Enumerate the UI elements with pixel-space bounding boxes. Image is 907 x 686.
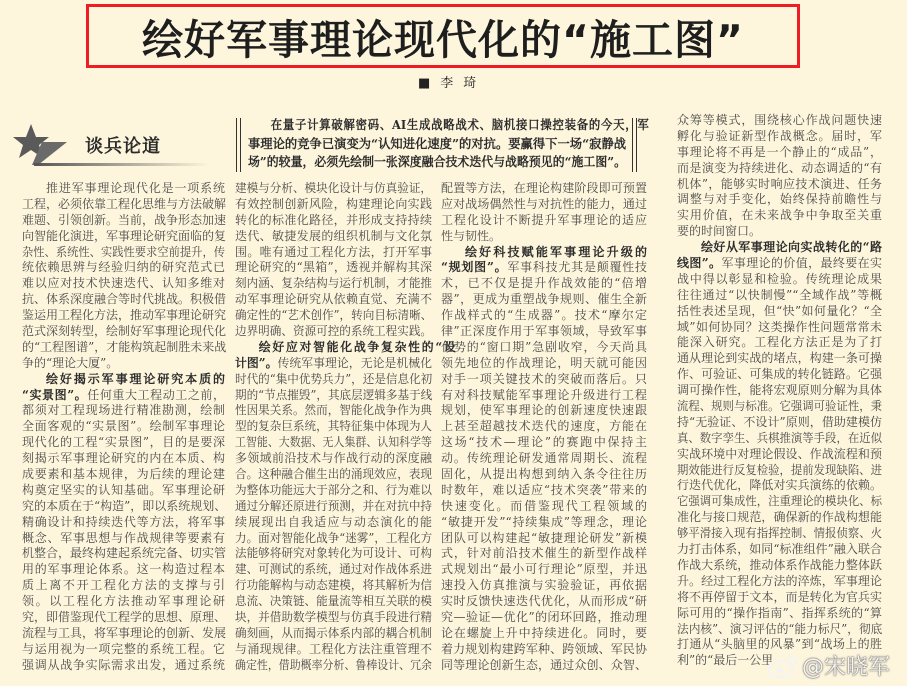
body-line <box>235 419 432 435</box>
body-text: 争的“理论大厦”。 <box>22 355 119 370</box>
body-text: 规划，使军事理论的创新速度快速跟 <box>441 403 647 418</box>
body-text: 多领域前沿技术与作战行动的深度融 <box>235 451 432 466</box>
body-line <box>441 292 647 308</box>
body-text: 式，针对前沿技术催生的新型作战样 <box>441 546 647 561</box>
body-text: 作战样式的“生成器”。技术“摩尔定 <box>441 308 647 323</box>
body-text: 都须对工程现场进行精准勘测，绘制 <box>22 403 225 418</box>
body-text: 战中得以彰显和检验。传统理论成果 <box>677 271 882 286</box>
body-line <box>677 335 882 351</box>
body-text: 固化，从提出构想到纳入条令往往历 <box>441 467 647 482</box>
body-text: 工程化设计不断提升军事理论的适应 <box>441 212 647 227</box>
body-line <box>235 388 432 404</box>
body-line <box>677 320 882 336</box>
body-line <box>441 658 647 674</box>
body-line <box>22 197 225 213</box>
body-line <box>22 308 225 324</box>
body-line <box>677 526 882 542</box>
body-line <box>235 308 432 324</box>
body-text: 杂性、系统性、实践性要求空前提升，传 <box>22 244 226 259</box>
body-text: 究—验证—优化”的闭环回路，推动理 <box>441 610 647 625</box>
body-text: 域”如何协同？这类操作性问题常常未 <box>677 319 882 334</box>
body-line <box>677 288 882 304</box>
body-line <box>677 161 882 177</box>
body-text: 时数年，难以适应“技术突袭”带来的 <box>441 482 647 497</box>
body-line <box>235 213 432 229</box>
body-text: 领。以工程化方法推动军事理论研 <box>22 594 225 609</box>
body-line <box>22 451 225 467</box>
subheading-line <box>235 340 456 356</box>
body-text: 持“无验证、不设计”原则，借助建模仿 <box>677 414 882 429</box>
body-text: 够平滑接入现有指挥控制、情报侦察、火 <box>677 526 883 541</box>
body-line <box>22 594 225 610</box>
body-text: 块，并借助数学模型与仿真手段进行精 <box>235 610 433 625</box>
body-text: 与运用视为一项完整的系统工程。它 <box>22 641 225 656</box>
body-line <box>22 292 225 308</box>
body-line <box>677 494 882 510</box>
subheading-line <box>441 260 647 276</box>
body-text: 能深入研究。工程化方法正是为了打 <box>677 335 882 350</box>
body-line <box>235 292 432 308</box>
subheading-line <box>441 245 647 261</box>
body-line <box>441 499 647 515</box>
byline: ■李琦 <box>418 76 487 91</box>
body-line <box>441 435 647 451</box>
body-line <box>441 626 647 642</box>
body-text: 概念、军事思想与作战规律等要素有 <box>22 530 225 545</box>
body-line <box>22 610 225 626</box>
body-line <box>441 229 647 245</box>
body-text: 要的时间窗口。 <box>677 224 762 239</box>
body-line <box>235 531 432 547</box>
body-line <box>22 260 225 276</box>
body-line <box>235 467 432 483</box>
body-text: 律”正深度作用于军事领域，导致军事 <box>441 324 647 339</box>
body-text: 合。这种融合催生出的涌现效应，表现 <box>235 467 433 482</box>
body-line <box>677 367 882 383</box>
body-line <box>235 562 432 578</box>
body-line <box>677 463 882 479</box>
body-line <box>235 451 432 467</box>
body-text: 究，即借鉴现代工程学的思想、原理、 <box>22 610 227 625</box>
body-text: 机体”，能够实时响应技术演进、任务 <box>677 176 882 191</box>
body-text: 准化与接口规范，确保新的作战构想能 <box>677 510 882 525</box>
body-line <box>441 578 647 594</box>
body-text: 机整合，最终构建起系统完备、切实管 <box>22 546 227 561</box>
body-text: 范式深刻转型，绘制好军事理论现代化 <box>22 324 227 339</box>
body-line <box>22 578 225 594</box>
body-text: 动军事理论研究从依赖直觉、充满不 <box>235 292 432 307</box>
body-line <box>441 276 647 292</box>
body-text: 强调从战争实际需求出发，通过系统 <box>22 657 225 672</box>
body-text: 与涌现规律。工程化方法注重管理不 <box>235 641 432 656</box>
body-text: 抗、体系深度融合等时代挑战。积极借 <box>22 292 227 307</box>
body-line <box>22 467 225 483</box>
body-text: 行功能解构与动态建模，将其解析为信 <box>235 578 433 593</box>
body-text: 流程与工具，将军事理论的创新、发展 <box>22 625 227 640</box>
body-line <box>235 324 432 340</box>
body-text: 应对战场偶然性与对抗性的能力，通过 <box>441 196 647 211</box>
body-line <box>235 642 432 658</box>
body-text: 优势的“窗口期”急剧收窄，今天尚具 <box>441 339 647 354</box>
body-line <box>235 181 432 197</box>
body-text: 众筹等模式，围绕核心作战问题快速 <box>677 113 882 127</box>
body-text: 期的“节点摧毁”，其底层逻辑多基于线 <box>235 387 433 402</box>
body-text: 期效能进行反复检验，提前发现缺陷、进 <box>677 462 883 477</box>
body-line <box>677 622 882 638</box>
watermark-text: @宋晓军 <box>802 655 891 680</box>
body-line <box>235 260 432 276</box>
body-line <box>235 403 432 419</box>
body-line <box>22 515 225 531</box>
body-line <box>235 197 432 213</box>
body-line <box>677 145 882 161</box>
body-line <box>441 372 647 388</box>
body-text: 任何重大工程动工之前， <box>87 387 225 402</box>
body-line <box>677 113 882 129</box>
body-line <box>441 340 647 356</box>
body-line <box>441 213 647 229</box>
body-text: 动。传统理论研发通常周期长、流程 <box>441 451 647 466</box>
body-line <box>441 594 647 610</box>
body-line <box>677 351 882 367</box>
body-text: 力打击体系，如同“标准组件”融入联合 <box>677 542 882 557</box>
body-line <box>677 558 882 574</box>
body-text: 军事理论的价值，最终要在实 <box>721 256 882 271</box>
subheading-text: 线图”。 <box>677 256 722 271</box>
body-text: 力。面对智能化战争“迷雾”，工程化方 <box>235 530 433 545</box>
body-line <box>22 419 225 435</box>
body-line <box>677 272 882 288</box>
body-line <box>235 610 432 626</box>
body-text: “敏捷开发”“持续集成”等理念，理论 <box>441 514 647 529</box>
body-line <box>22 229 225 245</box>
body-line <box>677 510 882 526</box>
body-text: 际可用的“操作指南”、指挥系统的“算 <box>677 605 882 620</box>
body-line <box>235 658 432 674</box>
body-line <box>441 483 647 499</box>
subheading-line <box>22 388 225 404</box>
body-line <box>235 372 432 388</box>
body-line <box>22 245 225 261</box>
body-text: 质上离不开工程化方法的支撑与引 <box>22 578 225 593</box>
body-text: 工程，必须依靠工程化思维与方法破解 <box>22 196 227 211</box>
body-text: 往往通过“以快制慢”“全域作战”等概 <box>677 287 882 302</box>
body-text: 通从理论到实战的堵点，构建一条可操 <box>677 351 882 366</box>
body-line <box>22 658 225 674</box>
body-line <box>677 415 882 431</box>
body-line <box>235 245 432 261</box>
body-text: 现代化的工程“实景图”，目的是要深 <box>22 435 225 450</box>
body-line <box>441 515 647 531</box>
body-text: 难题、引领创新。当前，战争形态加速 <box>22 212 227 227</box>
body-text: 团队可以构建起“敏捷理论研发”新模 <box>441 530 647 545</box>
body-text: 难以应对技术快速迭代、认知多维对 <box>22 276 225 291</box>
subheading-text: “规划图”。 <box>441 260 508 275</box>
body-text: 理论研究的“黑箱”，透视并解构其深 <box>235 260 432 275</box>
subheading-line <box>677 240 882 256</box>
body-line <box>235 515 432 531</box>
body-line <box>677 192 882 208</box>
body-text: 上甚至超越技术迭代的速度，方能在 <box>441 419 647 434</box>
text-column-3 <box>441 181 647 674</box>
body-line <box>677 447 882 463</box>
body-text: 论在螺旋上升中持续进化。同时，要 <box>441 625 647 640</box>
lead-line: 事理论的竞争已演变为“认知进化速度”的对抗。要赢得下一场“寂静战 <box>248 135 627 151</box>
body-text: 对手一项关键技术的突破而落后。只 <box>441 371 647 386</box>
body-text: 用的军事理论体系。这一构造过程本 <box>22 562 225 577</box>
body-text: 实用价值，在未来战争中争取至关重 <box>677 208 882 223</box>
divider <box>632 118 637 172</box>
body-line <box>22 324 225 340</box>
body-line <box>235 546 432 562</box>
body-text: 快速变化。而借鉴现代工程领域的 <box>441 498 647 513</box>
body-text: 法能够将研究对象转化为可设计、可构 <box>235 546 433 561</box>
body-line <box>441 403 647 419</box>
subheading-text: 绘好从军事理论向实战转化的“路 <box>701 240 882 255</box>
body-line <box>677 129 882 145</box>
body-line <box>441 419 647 435</box>
body-text: 军事科技尤其是颠覆性技 <box>507 260 647 275</box>
body-line <box>235 499 432 515</box>
body-line <box>22 562 225 578</box>
body-line <box>22 403 225 419</box>
body-line <box>677 478 882 494</box>
subheading-text: “实景图”。 <box>22 387 88 402</box>
body-line <box>677 606 882 622</box>
body-text: 构奠定坚实的认知基础。军事理论研 <box>22 482 225 497</box>
body-text: 调可操作性，能将宏观原则分解为具体 <box>677 383 882 398</box>
column-name: 谈兵论道 <box>85 136 161 157</box>
body-line <box>677 431 882 447</box>
body-text: 它强调可集成性，注重理论的模块化、标 <box>677 494 883 509</box>
body-line <box>441 467 647 483</box>
body-text: 术，已不仅是提升作战效能的“倍增 <box>441 276 647 291</box>
body-text: 型的复杂巨系统，其特征集中体现为人 <box>235 419 433 434</box>
subheading-line <box>22 372 225 388</box>
body-line <box>677 542 882 558</box>
body-text: 确定性，借助概率分析、鲁棒设计、冗余 <box>235 657 433 672</box>
body-text: 事理论将不再是一个静止的“成品”， <box>677 144 882 159</box>
body-line <box>22 340 225 356</box>
body-text: 全面客观的“实景图”。绘制军事理论 <box>22 419 225 434</box>
body-line <box>22 181 225 197</box>
body-text: 作、可验证、可集成的转化链路。它强 <box>677 367 882 382</box>
body-text: 迭代、敏捷发展的组织机制与文化氛 <box>235 228 432 243</box>
body-text: 确定性的“艺术创作”，转向目标清晰、 <box>235 308 433 323</box>
body-line <box>22 626 225 642</box>
lead-line: 在量子计算破解密码、AI生成战略战术、脑机接口操控装备的今天，军 <box>270 117 649 132</box>
subheading-text: 绘好科技赋能军事理论升级的 <box>465 244 647 259</box>
body-line <box>441 324 647 340</box>
body-line <box>22 499 225 515</box>
body-line <box>22 356 225 372</box>
body-text: 推进军事理论现代化是一项系统 <box>46 181 225 195</box>
body-text: 鉴运用工程化方法，推动军事理论研究 <box>22 308 227 323</box>
body-text: 升。经过工程化方法的淬炼，军事理论 <box>677 573 882 588</box>
body-text: 作战大系统，推动体系作战能力整体跃 <box>677 557 882 572</box>
body-text: 性因果关系。然而，智能化战争作为典 <box>235 403 433 418</box>
body-line <box>441 642 647 658</box>
body-line <box>677 224 882 240</box>
body-line <box>441 562 647 578</box>
body-line <box>235 626 432 642</box>
lead-paragraph <box>236 116 649 172</box>
weibo-icon <box>768 653 798 679</box>
body-line <box>235 483 432 499</box>
body-text: 而是演变为持续进化、动态调适的“有 <box>677 160 882 175</box>
body-line <box>235 594 432 610</box>
subheading-line <box>235 356 432 372</box>
body-line <box>677 208 882 224</box>
body-text: 流程、规则与标准。它强调可验证性，秉 <box>677 399 883 414</box>
body-text: 建、可测试的系统，通过对作战体系进 <box>235 562 433 577</box>
body-line <box>22 435 225 451</box>
body-line <box>22 642 225 658</box>
body-text: 围。唯有通过工程化方法，打开军事 <box>235 244 432 259</box>
body-text: 利”的“最后一公里 <box>677 653 774 668</box>
body-text: 实战环境中对理论假设、作战流程和预 <box>677 446 882 461</box>
body-text: 传统军事理论，无论是机械化 <box>277 355 432 370</box>
body-text: 刻揭示军事理论研究的内在本质、构 <box>22 451 225 466</box>
body-text: 式规划出“最小可行理论”原型，并迅 <box>441 562 647 577</box>
body-text: 实时反馈快速迭代优化，从而形成“研 <box>441 594 647 609</box>
column-logo <box>12 122 212 170</box>
body-text: 的“工程图谱”，才能构筑起制胜未来战 <box>22 339 227 354</box>
subheading-text: 绘好揭示军事理论研究本质的 <box>46 371 225 386</box>
body-text: 真、数字孪生、兵棋推演等手段，在近似 <box>677 430 883 445</box>
body-line <box>441 181 647 197</box>
body-line <box>441 451 647 467</box>
body-line <box>22 213 225 229</box>
body-line <box>22 531 225 547</box>
body-line <box>441 388 647 404</box>
body-text: 统依赖思辨与经验归纳的研究范式已 <box>22 260 225 275</box>
body-line <box>22 546 225 562</box>
body-line <box>677 177 882 193</box>
body-text: 刻内涵、复杂结构与运行机制，才能推 <box>235 276 433 291</box>
body-line <box>441 308 647 324</box>
subheading-text: 绘好应对智能化战争复杂性的“设 <box>258 339 456 354</box>
body-text: 配置等方法，在理论构建阶段即可预置 <box>441 181 647 195</box>
body-text: 调整与对手变化，始终保持前瞻性与 <box>677 192 882 207</box>
body-text: 孵化与验证新型作战概念。届时，军 <box>677 128 882 143</box>
body-text: 将不再停留于文本，而是转化为官兵实 <box>677 589 882 604</box>
body-text: 为整体功能远大于部分之和、行为难以 <box>235 482 433 497</box>
subheading-text: 计图”。 <box>235 355 278 370</box>
body-text: 器”，更成为重塑战争规则、催生全新 <box>441 292 647 307</box>
watermark <box>768 650 890 681</box>
body-text: 速投入仿真推演与实验验证，再依据 <box>441 578 647 593</box>
body-line <box>235 435 432 451</box>
headline-box <box>86 4 800 68</box>
text-column-2 <box>235 181 456 674</box>
body-line <box>235 229 432 245</box>
body-text: 究的本质在于“构造”，即以系统规划、 <box>22 498 227 513</box>
body-line <box>441 531 647 547</box>
body-text: 边界明确、资源可控的系统工程实践。 <box>235 324 433 339</box>
body-text: 建模与分析、模块化设计与仿真验证， <box>235 181 433 195</box>
body-text: 时代的“集中优势兵力”，还是信息化初 <box>235 371 433 386</box>
body-line <box>441 546 647 562</box>
body-line <box>22 483 225 499</box>
body-line <box>235 578 432 594</box>
body-text: 有对科技赋能军事理论升级进行工程 <box>441 387 647 402</box>
body-line <box>677 590 882 606</box>
body-line <box>441 356 647 372</box>
body-text: 工智能、大数据、无人集群、认知科学等 <box>235 435 433 450</box>
body-text: 有效控制创新风险，构建理论向实践 <box>235 196 432 211</box>
body-line <box>235 276 432 292</box>
lead-line: 场”的较量，必须先绘制一张深度融合技术迭代与战略预见的“施工图”。 <box>248 154 626 169</box>
body-text: 成要素和基本规律，为后续的理论建 <box>22 467 225 482</box>
body-line <box>441 197 647 213</box>
text-column-1 <box>22 181 225 674</box>
body-text: 通过分解还原进行预测，并在对抗中持 <box>235 498 433 513</box>
body-text: 领先地位的作战理论，明天就可能因 <box>441 355 647 370</box>
text-column-4 <box>677 113 882 669</box>
body-text: 转化的标准化路径，并形成支持持续 <box>235 212 432 227</box>
body-text: 打通从“头脑里的风暴”到“战场上的胜 <box>677 637 882 652</box>
body-text: 精确设计和持续迭代等方法，将军事 <box>22 514 225 529</box>
article-title: 绘好军事理论现代化的“施工图” <box>142 15 744 64</box>
subheading-line <box>677 256 882 272</box>
body-line <box>677 574 882 590</box>
body-line <box>677 383 882 399</box>
body-text: 向智能化演进，军事理论研究面临的复 <box>22 228 227 243</box>
body-line <box>677 399 882 415</box>
body-text: 这场“技术—理论”的赛跑中保持主 <box>441 435 647 450</box>
divider <box>236 118 241 172</box>
body-line <box>677 304 882 320</box>
body-text: 括性表述呈现，但“快”如何量化？“全 <box>677 303 882 318</box>
body-text: 着力规划构建跨军种、跨领域、军民协 <box>441 641 647 656</box>
body-text: 续展现出自我适应与动态演化的能 <box>235 514 432 529</box>
body-text: 性与韧性。 <box>441 228 502 243</box>
body-text: 确刻画，从而揭示体系内部的耦合机制 <box>235 625 433 640</box>
body-line <box>441 610 647 626</box>
body-line <box>22 276 225 292</box>
body-text: 息流、决策链、能量流等相互关联的模 <box>235 594 433 609</box>
body-text: 法内核”、演习评估的“能力标尺”，彻底 <box>677 621 883 636</box>
body-text: 同等理论创新生态，通过众创、众智、 <box>441 657 647 672</box>
body-text: 行迭代优化，降低对实兵演练的依赖。 <box>677 478 882 493</box>
